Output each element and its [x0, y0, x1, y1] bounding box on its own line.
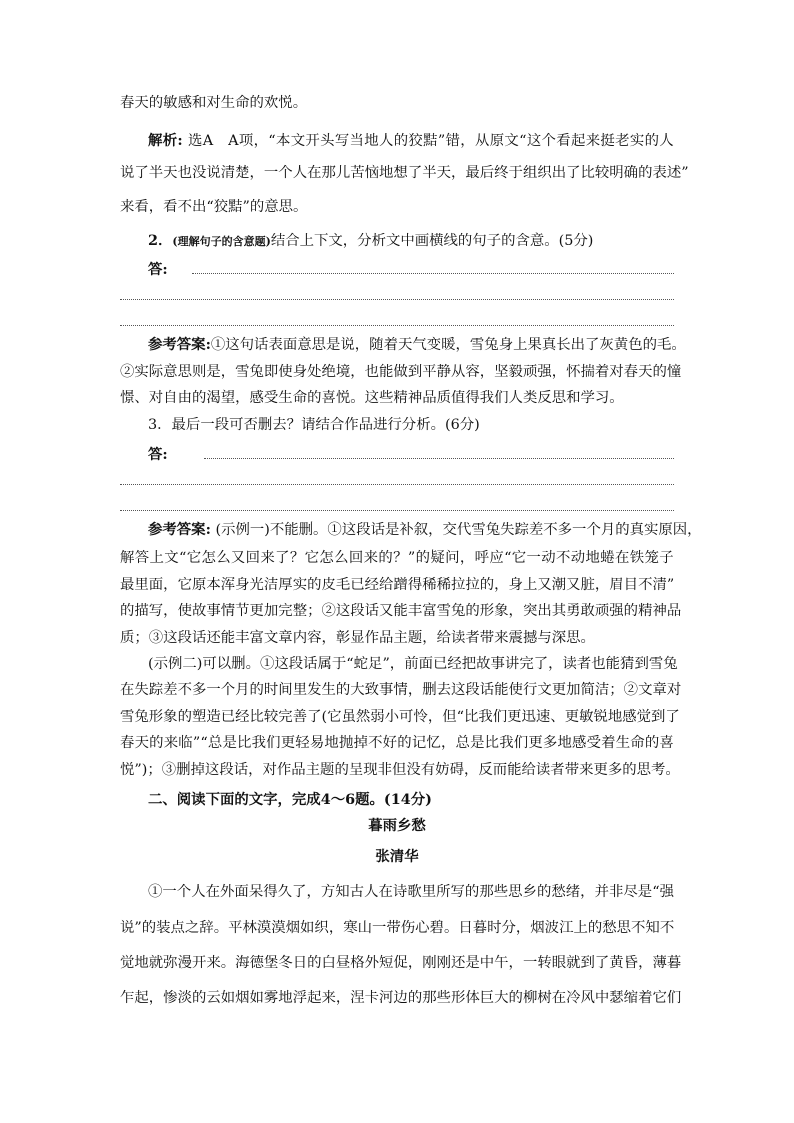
text-line: 憬、对自由的渴望，感受生命的喜悦。这些精神品质值得我们人类反思和学习。 [120, 390, 624, 406]
text-line: 春天的来临”“总是比我们更轻易地抛掉不好的记忆，总是比我们更多地感受着生命的喜 [120, 735, 674, 751]
text-line: (示例二)可以删。①这段话属于“蛇足”，前面已经把故事讲完了，读者也能猜到雪兔 [148, 656, 678, 672]
answer-line[interactable] [120, 510, 674, 511]
text-line: 悦”)；③删掉这段话，对作品主题的呈现非但没有妨碍，反而能给读者带来更多的思考。 [120, 762, 680, 778]
text-line: 最里面，它原本浑身光洁厚实的皮毛已经给蹭得稀稀拉拉的，身上又潮又脏，眉目不清” [120, 577, 675, 593]
text-line: 在失踪差不多一个月的时间里发生的大致事情，删去这段话能使行文更加简洁；②文章对 [120, 682, 682, 698]
question-3: 3．最后一段可否删去？请结合作品进行分析。(6分) [148, 417, 480, 433]
text-line: 雪兔形象的塑造已经比较完善了(它虽然弱小可怜，但“比我们更迅速、更敏锐地感觉到了 [120, 709, 680, 725]
answer-line[interactable] [120, 325, 674, 326]
article-line: ①一个人在外面呆得久了，方知古人在诗歌里所写的那些思乡的愁绪，并非尽是“强 [148, 884, 674, 900]
text-line: 春天的敏感和对生命的欢悦。 [120, 95, 308, 111]
analysis-text: 选A A项，“本文开头写当地人的狡黠”错，从原文“这个看起来挺老实的人 [183, 133, 674, 149]
analysis-line [148, 132, 674, 150]
answer-line[interactable] [204, 458, 674, 459]
article-line: 说”的装点之辞。平林漠漠烟如织，寒山一带伤心碧。日暮时分，烟波江上的愁思不知不 [120, 920, 675, 936]
question-2 [148, 232, 593, 251]
question-text: 结合上下文，分析文中画横线的句子的含意。(5分) [270, 233, 594, 249]
answer-text: ①这句话表面意思是说，随着天气变暖，雪兔身上果真长出了灰黄色的毛。 [210, 337, 686, 353]
article-line: 觉地就弥漫开来。海德堡冬日的白昼格外短促，刚刚还是中午，一转眼就到了黄昏，薄暮 [120, 955, 682, 971]
text-line: 的描写，使故事情节更加完整；②这段话又能丰富雪兔的形象，突出其勇敢顽强的精神品 [120, 603, 682, 619]
answer-label: 答: [148, 446, 168, 463]
article-title: 暮雨乡愁 [368, 817, 426, 834]
answer-label: 答: [148, 261, 168, 278]
text-line: 解答上文“它怎么又回来了？它怎么回来的？”的疑问，呼应“它一动不动地蜷在铁笼子 [120, 550, 674, 566]
answer-line[interactable] [120, 484, 674, 485]
reference-label: 参考答案: [148, 521, 211, 538]
answer-text: (示例一)不能删。①这段话是补叙，交代雪兔失踪差不多一个月的真实原因， [210, 522, 702, 538]
text-line: ②实际意思则是，雪兔即使身处绝境，也能做到平静从容，坚毅顽强，怀揣着对春天的憧 [120, 364, 682, 380]
section-heading: 二、阅读下面的文字，完成4～6题。(14分) [148, 791, 432, 808]
analysis-label: 解析: [148, 132, 184, 149]
text-line: 说了半天也没说清楚，一个人在那儿苦恼地想了半天，最后终于组织出了比较明确的表述” [120, 165, 689, 181]
text-line: 来看，看不出“狡黠”的意思。 [120, 199, 308, 215]
question-number: 2． [148, 232, 173, 249]
reference-answer [148, 521, 702, 539]
article-author: 张清华 [375, 848, 419, 865]
reference-label: 参考答案: [148, 336, 211, 353]
article-line: 乍起，惨淡的云如烟如雾地浮起来，涅卡河边的那些形体巨大的柳树在冷风中瑟缩着它们 [120, 990, 682, 1006]
text-line: 质；③这段话还能丰富文章内容，彰显作品主题，给读者带来震撼与深思。 [120, 630, 595, 646]
reference-answer [148, 336, 686, 354]
answer-line[interactable] [192, 273, 674, 274]
answer-line[interactable] [120, 299, 674, 300]
question-tag: (理解句子的含意题) [172, 235, 271, 248]
